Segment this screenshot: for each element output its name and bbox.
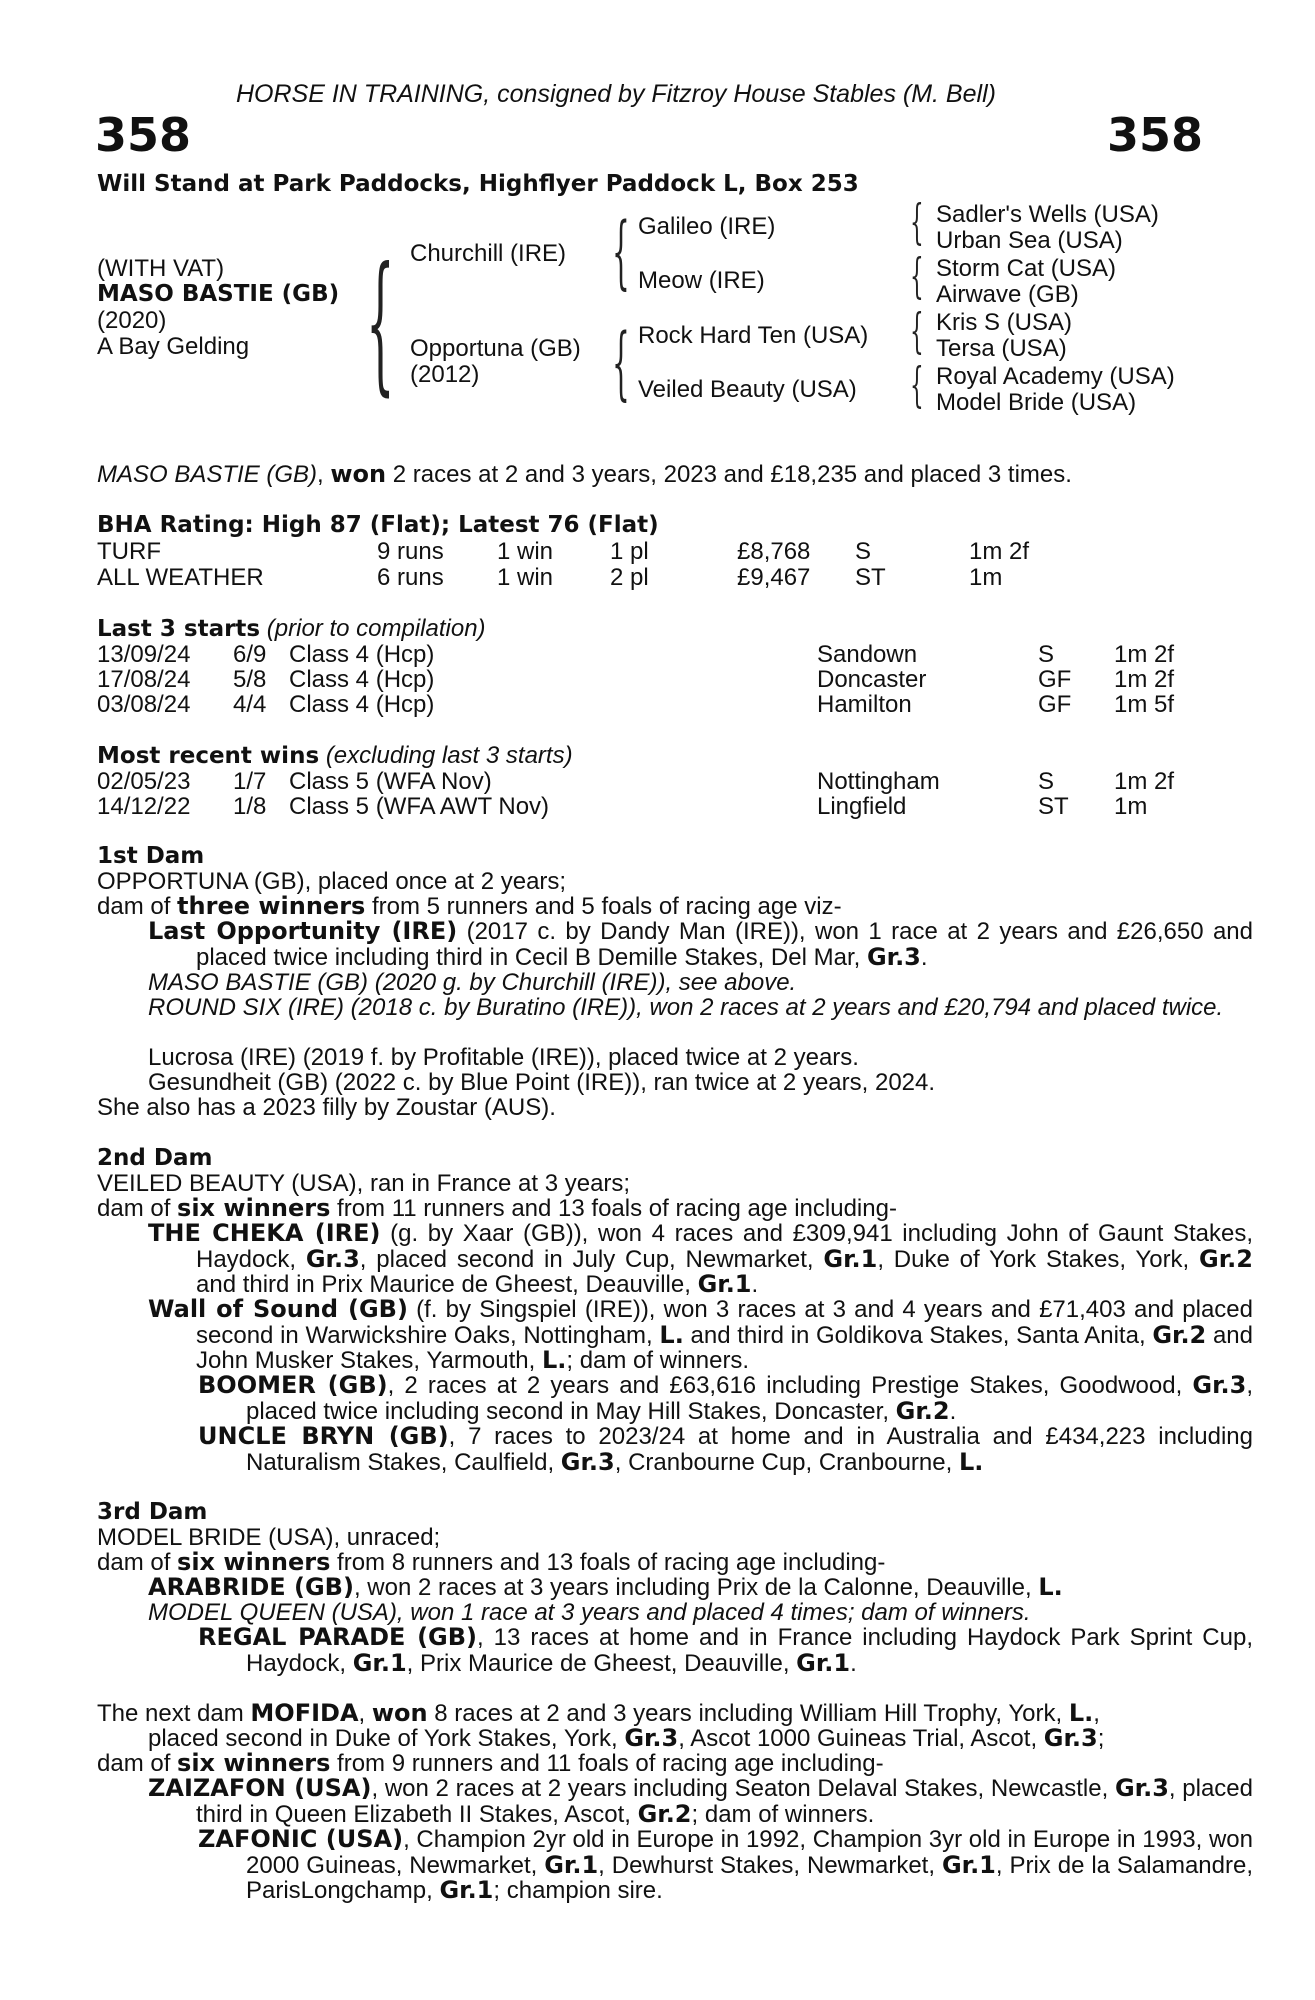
produce-entry: ZAIZAFON (USA), won 2 races at 2 years including Seaton Delaval Stakes, Newcastle, Gr.3, placed third in Queen Elizabeth II Stakes, Ascot, Gr.2; dam of winners.	[148, 1774, 1254, 1828]
g-ancestor-4: Airwave (GB)	[936, 281, 1079, 308]
last-starts-title: Last 3 starts (prior to compilation)	[97, 615, 486, 642]
third-dam-heading: 3rd Dam	[97, 1499, 208, 1525]
recent-win-row: 14/12/22 1/8 Class 5 (WFA AWT Nov) Lingfield ST 1m	[97, 793, 1148, 820]
g-ancestor-3: Storm Cat (USA)	[936, 255, 1117, 282]
bha-rating-title: BHA Rating: High 87 (Flat); Latest 76 (Flat)	[97, 512, 659, 538]
third-dam-produce-line: dam of six winners from 8 runners and 13 foals of racing age including-	[97, 1548, 886, 1576]
dam-sire: Rock Hard Ten (USA)	[638, 322, 869, 349]
first-dam-produce-line: dam of three winners from 5 runners and 5 foals of racing age viz-	[97, 892, 842, 920]
rating-row-turf: TURF 9 runs 1 win 1 pl £8,768 S 1m 2f	[97, 538, 1030, 565]
produce-entry: Wall of Sound (GB) (f. by Singspiel (IRE)), won 3 races at 3 and 4 years and £71,403 and placed second in Warwickshire Oaks, Nottingham, L. and third in Goldikova Stakes, Santa Anita, Gr.2 and John Musker Stakes, Yarmouth, L.; dam of winners.	[148, 1295, 1254, 1374]
produce-entry: ARABRIDE (GB), won 2 races at 3 years including Prix de la Calonne, Deauville, L.	[148, 1573, 1063, 1601]
stand-location: Will Stand at Park Paddocks, Highflyer Paddock L, Box 253	[97, 171, 859, 197]
second-dam-line: VEILED BEAUTY (USA), ran in France at 3 years;	[97, 1170, 631, 1197]
sire-dam-brace: {	[366, 236, 395, 410]
recent-wins-title: Most recent wins (excluding last 3 starts)	[97, 742, 573, 769]
dam-dam: Veiled Beauty (USA)	[638, 376, 857, 403]
sire-sire: Galileo (IRE)	[638, 213, 776, 240]
produce-entry: REGAL PARADE (GB), 13 races at home and in France including Haydock Park Sprint Cup, Haydock, Gr.1, Prix Maurice de Gheest, Deauville, Gr.1.	[198, 1623, 1253, 1677]
consignment-header: HORSE IN TRAINING, consigned by Fitzroy House Stables (M. Bell)	[236, 80, 996, 108]
g-ancestor-8: Model Bride (USA)	[936, 389, 1137, 416]
horse-name: MASO BASTIE (GB)	[97, 281, 340, 307]
third-dam-line: MODEL BRIDE (USA), unraced;	[97, 1524, 441, 1551]
pedigree-sire: Churchill (IRE)	[410, 240, 567, 267]
next-dam-line: placed second in Duke of York Stakes, York, Gr.3, Ascot 1000 Guineas Trial, Ascot, Gr.3;	[148, 1724, 1105, 1752]
g-ancestor-1: Sadler's Wells (USA)	[936, 201, 1159, 228]
first-dam-note: She also has a 2023 filly by Zoustar (AUS).	[97, 1094, 556, 1121]
produce-entry: BOOMER (GB), 2 races at 2 years and £63,616 including Prestige Stakes, Goodwood, Gr.3, placed twice including second in May Hill Stakes, Doncaster, Gr.2.	[198, 1371, 1254, 1425]
rating-row-all-weather: ALL WEATHER 6 runs 1 win 2 pl £9,467 ST 1m	[97, 564, 1003, 591]
lot-number-right: 358	[1106, 108, 1203, 162]
produce-entry: MASO BASTIE (GB) (2020 g. by Churchill (IRE)), see above.	[148, 969, 797, 996]
recent-win-row: 02/05/23 1/7 Class 5 (WFA Nov) Nottingham S 1m 2f	[97, 768, 1175, 795]
horse-year: (2020)	[97, 307, 167, 334]
horse-description: A Bay Gelding	[97, 333, 250, 360]
last-start-row: 13/09/24 6/9 Class 4 (Hcp) Sandown S 1m 2f	[97, 641, 1175, 668]
pedigree-dam: Opportuna (GB)	[410, 335, 581, 362]
next-dam-line: The next dam MOFIDA, won 8 races at 2 and 3 years including William Hill Trophy, York, L.,	[97, 1699, 1100, 1727]
g-ancestor-6: Tersa (USA)	[936, 335, 1067, 362]
g-brace-2: {	[910, 248, 924, 304]
sire-dam: Meow (IRE)	[638, 267, 765, 294]
produce-entry: UNCLE BRYN (GB), 7 races to 2023/24 at home and in Australia and £434,223 including Naturalism Stakes, Caulfield, Gr.3, Cranbourne Cup, Cranbourne, L.	[198, 1422, 1253, 1476]
first-dam-heading: 1st Dam	[97, 843, 205, 869]
g-brace-4: {	[910, 357, 924, 413]
pedigree-dam-year: (2012)	[410, 361, 480, 388]
first-dam-line: OPPORTUNA (GB), placed once at 2 years;	[97, 868, 567, 895]
race-summary: MASO BASTIE (GB), won 2 races at 2 and 3 years, 2023 and £18,235 and placed 3 times.	[97, 460, 1072, 488]
produce-entry: Last Opportunity (IRE) (2017 c. by Dandy Man (IRE)), won 1 race at 2 years and £26,650 and placed twice including third in Cecil B Demille Stakes, Del Mar, Gr.3.	[148, 917, 1253, 971]
g-brace-1: {	[910, 194, 924, 250]
produce-entry: Gesundheit (GB) (2022 c. by Blue Point (IRE)), ran twice at 2 years, 2024.	[148, 1069, 936, 1096]
produce-entry: ZAFONIC (USA), Champion 2yr old in Europe in 1992, Champion 3yr old in Europe in 1993, won 2000 Guineas, Newmarket, Gr.1, Dewhurst Stakes, Newmarket, Gr.1, Prix de la Salamandre, ParisLongchamp, Gr.1; champion sire.	[198, 1825, 1254, 1904]
g-ancestor-2: Urban Sea (USA)	[936, 227, 1123, 254]
produce-entry: MODEL QUEEN (USA), won 1 race at 3 years and placed 4 times; dam of winners.	[148, 1599, 1031, 1626]
next-dam-produce-line: dam of six winners from 9 runners and 11 foals of racing age including-	[97, 1749, 884, 1777]
second-dam-heading: 2nd Dam	[97, 1145, 213, 1171]
last-start-row: 03/08/24 4/4 Class 4 (Hcp) Hamilton GF 1m 5f	[97, 691, 1175, 718]
dam-line-brace: {	[612, 316, 630, 409]
produce-entry: THE CHEKA (IRE) (g. by Xaar (GB)), won 4 races and £309,941 including John of Gaunt Stakes, Haydock, Gr.3, placed second in July Cup, Newmarket, Gr.1, Duke of York Stakes, York, Gr.2 and third in Prix Maurice de Gheest, Deauville, Gr.1.	[148, 1219, 1253, 1298]
g-brace-3: {	[910, 303, 924, 359]
second-dam-produce-line: dam of six winners from 11 runners and 13 foals of racing age including-	[97, 1194, 897, 1222]
sire-line-brace: {	[612, 205, 630, 298]
g-ancestor-5: Kris S (USA)	[936, 309, 1073, 336]
g-ancestor-7: Royal Academy (USA)	[936, 363, 1175, 390]
summary-name: MASO BASTIE (GB)	[97, 461, 318, 488]
produce-entry: Lucrosa (IRE) (2019 f. by Profitable (IRE)), placed twice at 2 years.	[148, 1044, 859, 1071]
summary-won: won	[330, 460, 387, 488]
last-start-row: 17/08/24 5/8 Class 4 (Hcp) Doncaster GF 1m 2f	[97, 666, 1175, 693]
vat-note: (WITH VAT)	[97, 255, 225, 282]
produce-entry: ROUND SIX (IRE) (2018 c. by Buratino (IRE)), won 2 races at 2 years and £20,794 and placed twice.	[148, 994, 1224, 1021]
lot-number-left: 358	[95, 108, 192, 162]
